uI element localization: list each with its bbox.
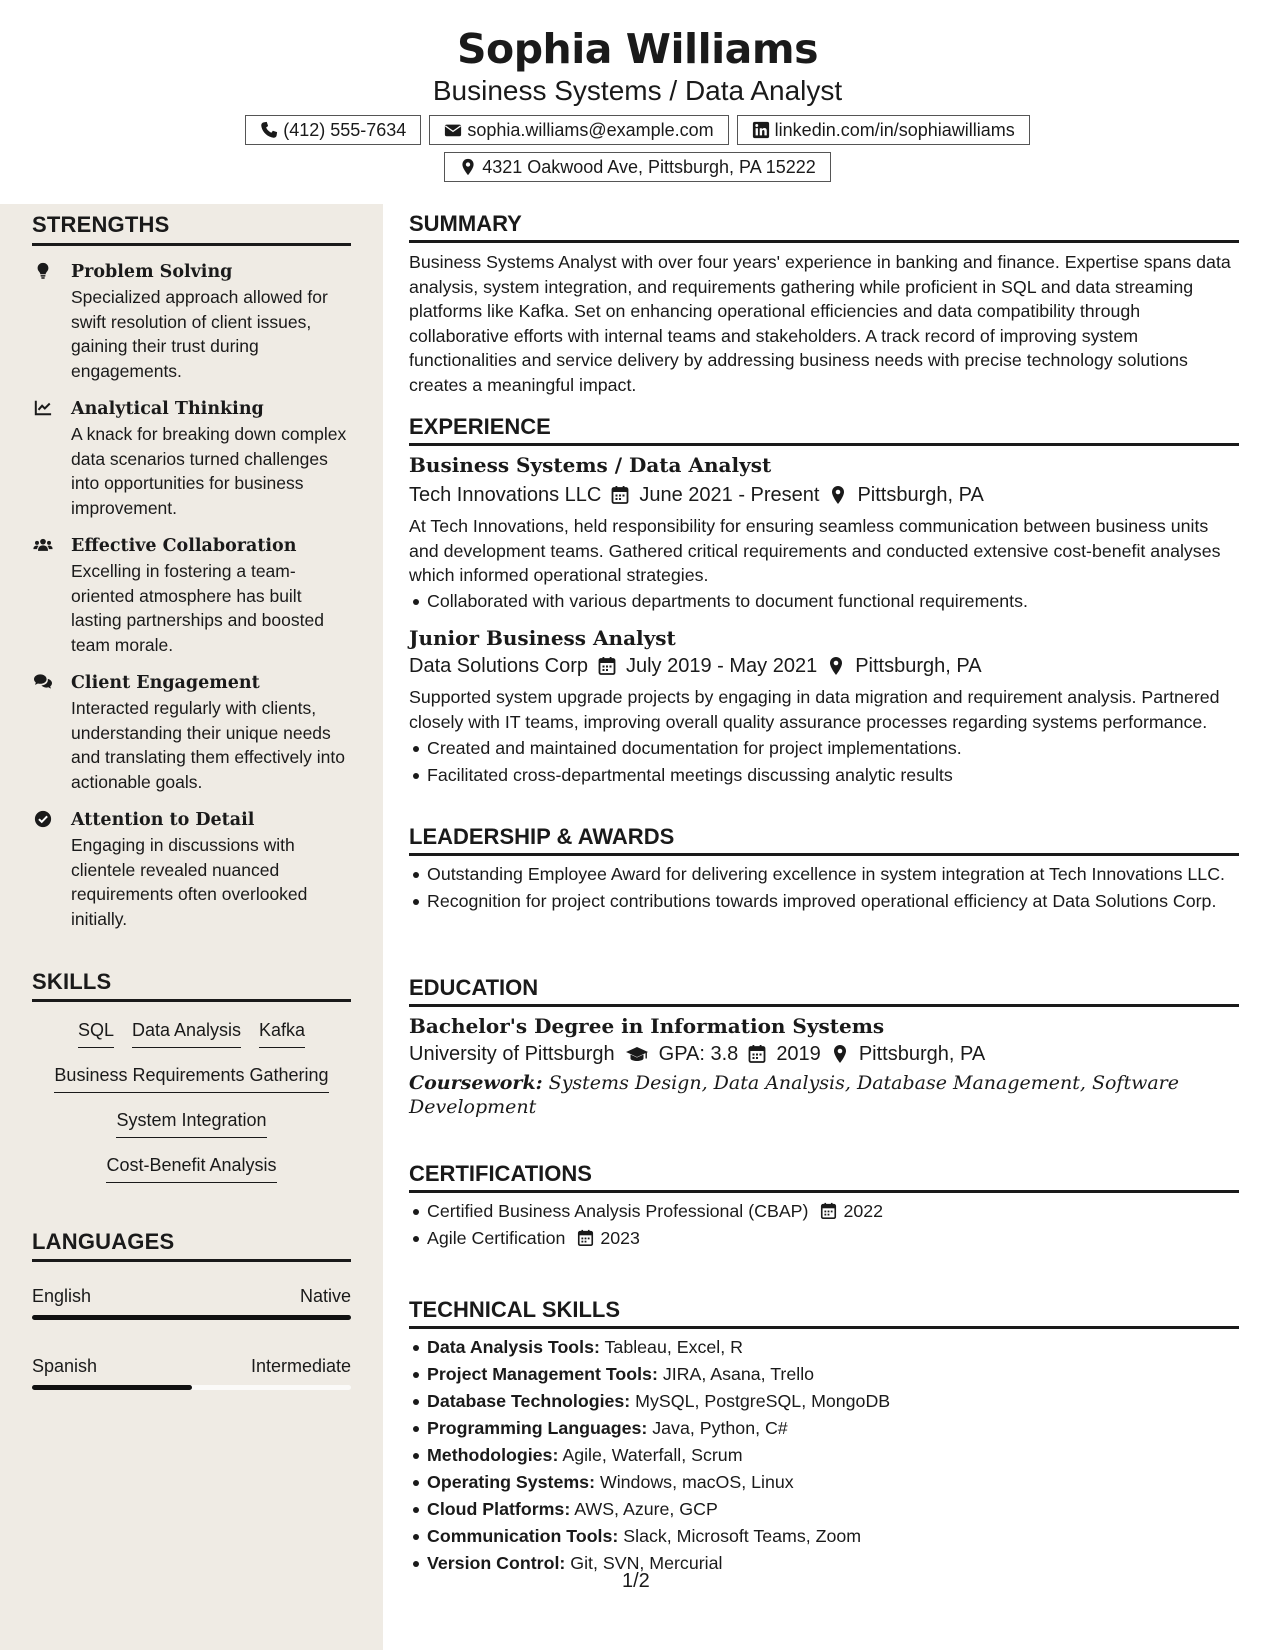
tech-skill-value: Slack, Microsoft Teams, Zoom — [623, 1526, 862, 1546]
tech-skill-value: Agile, Waterfall, Scrum — [562, 1445, 743, 1465]
address-chip[interactable] — [444, 152, 831, 182]
job-entry — [409, 452, 1239, 613]
tech-skill-value: Git, SVN, Mercurial — [570, 1553, 723, 1573]
tech-skill-value: Tableau, Excel, R — [604, 1337, 743, 1357]
job-dates: June 2021 - Present — [639, 484, 820, 506]
language-name: Spanish — [32, 1356, 98, 1376]
certification-name: Certified Business Analysis Professional (CBAP) — [427, 1201, 809, 1221]
job-bullet: Created and maintained documentation for project implementations. — [409, 736, 1239, 761]
tech-skill-value: JIRA, Asana, Trello — [662, 1364, 815, 1384]
tech-skill-item — [409, 1389, 1239, 1414]
sidebar — [0, 204, 383, 1650]
certification-item — [409, 1226, 1239, 1251]
tech-skill-item — [409, 1362, 1239, 1387]
language-item — [32, 1354, 351, 1390]
technical-skills-heading: TECHNICAL SKILLS — [409, 1297, 621, 1322]
candidate-title: Business Systems / Data Analyst — [432, 75, 843, 106]
tech-skill-label: Version Control: — [427, 1553, 566, 1573]
tech-skill-item — [409, 1443, 1239, 1468]
tech-skill-label: Database Technologies: — [427, 1391, 631, 1411]
strength-name: Problem Solving — [71, 262, 233, 282]
language-proficiency-bar — [32, 1315, 351, 1320]
tech-skill-item — [409, 1524, 1239, 1549]
tech-skill-item — [409, 1416, 1239, 1441]
strength-desc: Engaging in discussions with clientele revealed nuanced requirements often overlooked initially. — [71, 835, 308, 929]
job-dates: July 2019 - May 2021 — [625, 655, 818, 677]
languages-section — [32, 1228, 351, 1390]
page-number: 1/2 — [622, 1570, 650, 1592]
tech-skill-item — [409, 1335, 1239, 1360]
award-item: Outstanding Employee Award for delivering excellence in system integration at Tech Innovations LLC. — [409, 862, 1239, 887]
education-rule — [409, 1004, 1239, 1007]
coursework — [409, 1071, 1239, 1119]
school-location: Pittsburgh, PA — [858, 1043, 986, 1065]
skill-row — [32, 1153, 351, 1198]
skill-tag: Business Requirements Gathering — [54, 1063, 328, 1093]
graduation-cap-icon — [625, 1044, 649, 1064]
job-bullets — [409, 589, 1239, 614]
certification-item — [409, 1199, 1239, 1224]
experience-section — [409, 413, 1239, 787]
skills-list — [32, 1018, 351, 1198]
certification-year: 2023 — [600, 1227, 640, 1248]
strength-name: Analytical Thinking — [71, 399, 264, 419]
map-marker-icon — [829, 485, 847, 505]
tech-skill-label: Project Management Tools: — [427, 1364, 658, 1384]
skill-row — [32, 1063, 351, 1108]
summary-heading: SUMMARY — [409, 211, 522, 236]
certifications-rule — [409, 1190, 1239, 1193]
graduation-year: 2019 — [776, 1043, 821, 1065]
skills-section — [32, 968, 351, 1198]
tech-skill-label: Cloud Platforms: — [427, 1499, 571, 1519]
language-level: Intermediate — [250, 1356, 351, 1376]
calendar-icon — [611, 485, 629, 505]
contact-row-2 — [0, 152, 1275, 182]
strength-desc: Excelling in fostering a team-oriented atmosphere has built lasting partnerships and boosted team morale. — [71, 561, 324, 655]
tech-skill-label: Operating Systems: — [427, 1472, 595, 1492]
leadership-rule — [409, 853, 1239, 856]
job-company: Tech Innovations LLC — [409, 484, 602, 506]
certification-name: Agile Certification — [427, 1227, 566, 1248]
language-name: English — [32, 1286, 92, 1306]
contact-row — [0, 115, 1275, 145]
leadership-heading: LEADERSHIP & AWARDS — [409, 824, 675, 849]
experience-heading: EXPERIENCE — [409, 414, 551, 439]
phone-text: (412) 555-7634 — [283, 120, 407, 140]
certifications-heading: CERTIFICATIONS — [409, 1161, 592, 1186]
job-description: Supported system upgrade projects by engaging in data migration and requirement analysis. Partnered closely with IT teams, improving overall quality assurance processes regarding systems performance. — [409, 687, 1220, 732]
tech-skill-value: AWS, Azure, GCP — [574, 1499, 718, 1519]
map-marker-icon — [827, 656, 845, 676]
summary-rule — [409, 240, 1239, 243]
map-marker-icon — [831, 1044, 849, 1064]
tech-skill-label: Methodologies: — [427, 1445, 559, 1465]
strengths-rule — [32, 243, 351, 246]
skills-rule — [32, 999, 351, 1002]
strength-item — [32, 671, 351, 794]
job-title: Business Systems / Data Analyst — [409, 453, 772, 477]
language-proficiency-bar — [32, 1385, 351, 1390]
language-item — [32, 1284, 351, 1320]
strength-desc: Specialized approach allowed for swift resolution of client issues, gaining their trust during engagements. — [71, 287, 328, 381]
linkedin-icon — [752, 121, 770, 139]
chart-line-icon — [32, 399, 54, 419]
strength-item — [32, 808, 351, 931]
award-item: Recognition for project contributions towards improved operational efficiency at Data Solutions Corp. — [409, 889, 1239, 914]
summary-section — [409, 210, 1239, 397]
users-icon — [32, 536, 54, 556]
tech-skill-item — [409, 1470, 1239, 1495]
tech-skill-value: Java, Python, C# — [652, 1418, 788, 1438]
strengths-heading: STRENGTHS — [32, 212, 170, 237]
tech-skill-label: Programming Languages: — [427, 1418, 648, 1438]
education-heading: EDUCATION — [409, 975, 539, 1000]
strength-item — [32, 397, 351, 520]
job-bullet: Collaborated with various departments to document functional requirements. — [409, 589, 1239, 614]
skill-tag: SQL — [78, 1018, 114, 1048]
calendar-icon — [820, 1202, 837, 1220]
skill-row — [32, 1018, 351, 1063]
technical-skills-list — [409, 1335, 1239, 1576]
job-entry — [409, 625, 1239, 787]
skills-heading: SKILLS — [32, 969, 112, 994]
skill-row — [32, 1108, 351, 1153]
coursework-text: Systems Design, Data Analysis, Database Management, Software Development — [409, 1072, 1180, 1118]
strength-name: Client Engagement — [71, 673, 260, 693]
job-bullet: Facilitated cross-departmental meetings discussing analytic results — [409, 763, 1239, 788]
certifications-section — [409, 1160, 1239, 1250]
school-name: University of Pittsburgh — [409, 1043, 615, 1065]
calendar-icon — [577, 1229, 594, 1247]
technical-skills-section — [409, 1296, 1239, 1576]
email-chip[interactable] — [429, 115, 728, 145]
strength-name: Attention to Detail — [71, 810, 255, 830]
lightbulb-icon — [32, 262, 54, 282]
skill-tag: Kafka — [259, 1018, 305, 1048]
strength-desc: Interacted regularly with clients, understanding their unique needs and translating them effectively into actionable goals. — [71, 698, 346, 792]
skill-tag: Cost-Benefit Analysis — [106, 1153, 276, 1183]
skill-tag: Data Analysis — [132, 1018, 241, 1048]
coursework-label: Coursework: — [409, 1072, 543, 1094]
job-title: Junior Business Analyst — [409, 626, 676, 650]
phone-chip[interactable] — [245, 115, 421, 145]
job-company: Data Solutions Corp — [409, 655, 588, 677]
education-section — [409, 974, 1239, 1119]
comments-icon — [32, 673, 54, 693]
job-location: Pittsburgh, PA — [857, 484, 984, 506]
strengths-section — [32, 210, 351, 931]
job-description: At Tech Innovations, held responsibility for ensuring seamless communication between business units and development teams. Gathered critical requirements and conducted extensive cost-benefit analyses which informed operational strategies. — [409, 516, 1221, 585]
address-text: 4321 Oakwood Ave, Pittsburgh, PA 15222 — [482, 157, 816, 177]
tech-skill-label: Data Analysis Tools: — [427, 1337, 600, 1357]
job-location: Pittsburgh, PA — [855, 655, 982, 677]
gpa-text: GPA: 3.8 — [658, 1043, 739, 1065]
map-marker-icon — [459, 158, 477, 176]
strength-name: Effective Collaboration — [71, 536, 297, 556]
degree-title: Bachelor's Degree in Information Systems — [409, 1014, 885, 1038]
language-proficiency-fill — [32, 1315, 351, 1320]
tech-skill-item — [409, 1551, 1239, 1576]
email-text: sophia.williams@example.com — [467, 120, 714, 140]
tech-skill-value: MySQL, PostgreSQL, MongoDB — [635, 1391, 891, 1411]
skill-tag: System Integration — [116, 1108, 266, 1138]
strength-item — [32, 534, 351, 657]
envelope-icon — [444, 121, 462, 139]
calendar-icon — [748, 1044, 766, 1064]
technical-skills-rule — [409, 1326, 1239, 1329]
linkedin-chip[interactable] — [737, 115, 1030, 145]
education-meta — [409, 1040, 1239, 1068]
resume-header — [0, 0, 1275, 204]
experience-rule — [409, 443, 1239, 446]
check-circle-icon — [32, 810, 54, 830]
languages-heading: LANGUAGES — [32, 1229, 175, 1254]
strength-item — [32, 260, 351, 383]
tech-skill-label: Communication Tools: — [427, 1526, 619, 1546]
certifications-list — [409, 1199, 1239, 1250]
tech-skill-value: Windows, macOS, Linux — [599, 1472, 794, 1492]
main-content — [383, 204, 1275, 1650]
languages-rule — [32, 1259, 351, 1262]
phone-icon — [260, 121, 278, 139]
leadership-section — [409, 823, 1239, 913]
summary-text: Business Systems Analyst with over four years' experience in banking and finance. Expertise spans data analysis, system integration, and requirements gathering while proficient in SQL and data streaming platforms like Kafka. Set on enhancing operational efficiencies and data compatibility through collaborative efforts with internal teams and stakeholders. A track record of improving system functionalities and service delivery by addressing business needs with precise technology solutions creates a meaningful impact. — [409, 252, 1231, 395]
candidate-name: Sophia Williams — [457, 25, 818, 73]
language-level: Native — [299, 1286, 351, 1306]
awards-list — [409, 862, 1239, 913]
job-bullets — [409, 736, 1239, 787]
strength-desc: A knack for breaking down complex data scenarios turned challenges into opportunities for business improvement. — [71, 424, 347, 518]
calendar-icon — [598, 656, 616, 676]
job-meta — [409, 481, 1239, 509]
job-meta — [409, 652, 1239, 680]
certification-year: 2022 — [843, 1201, 884, 1221]
tech-skill-item — [409, 1497, 1239, 1522]
linkedin-text: linkedin.com/in/sophiawilliams — [774, 120, 1015, 140]
language-proficiency-fill — [32, 1385, 192, 1390]
